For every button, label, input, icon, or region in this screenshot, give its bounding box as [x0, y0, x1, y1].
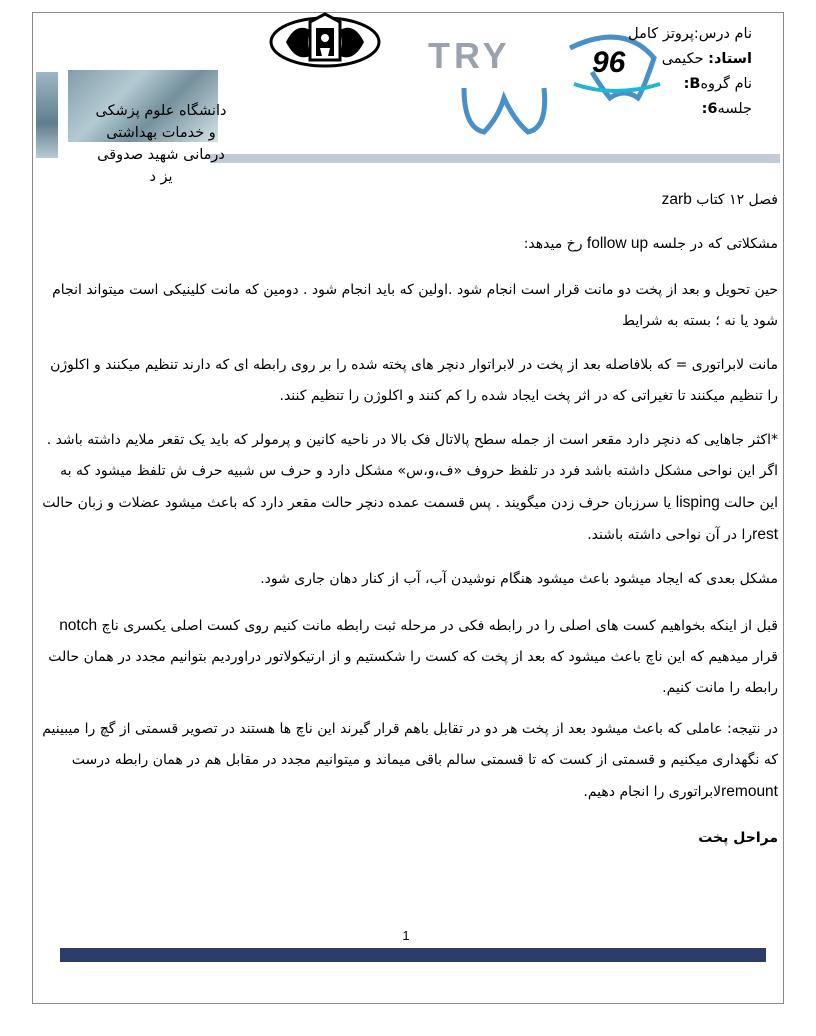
session-label: جلسه	[717, 101, 752, 117]
small-mark: MM	[44, 130, 55, 137]
paragraph-conclusion	[38, 714, 778, 808]
problems-intro-post: رخ میدهد:	[523, 236, 587, 252]
problems-intro-pre: مشکلاتی که در جلسه	[648, 236, 778, 252]
university-line-2: و خدمات بهداشتی	[106, 125, 216, 141]
svg-text:TRY: TRY	[428, 35, 511, 76]
problems-intro	[38, 228, 778, 260]
header-band	[210, 154, 780, 163]
university-line-3: درمانی شهید صدوقی	[97, 147, 225, 163]
group-label: نام گروه	[700, 76, 752, 92]
paragraph-lab-mount: مانت لابراتوری = که بلافاصله بعد از پخت در لابراتوار دنچر های پخته شده را بر روی رابطه ای که دارند تنظیم میکنند و اکلوژن را تنظیم میکنند تا تغیراتی که در اثر پخت ایجاد شده را کم کنند و اکلوژن را تنظیم کنند.	[50, 357, 778, 404]
concavity-part-a: *اکثر جاهایی که دنچر دارد مقعر است از جمله سطح پالاتال فک بالا در ناحیه کانین و پرمولر که باید یک تقعر ملایم داشته باشد . اگر این نواحی مشکل داشته باشد فرد در تلفظ حروف «ف،و،س» مشکل دارد و حرف س شبیه حرف ش تلفظ میشود که به این حالت	[46, 432, 778, 511]
university-line-1: دانشگاه علوم پزشکی	[95, 103, 227, 119]
conclusion-part-a: در نتیجه: عاملی که باعث میشود بعد از پخت هر دو در تقابل باهم قرار گیرند این ناچ ها هستند در تصویر قسمتی از گچ را میبینیم که نگهداری میکنیم و قسمتی از کست که تا قسمتی سالم باقی میماند و میتوانیم مجدد در مقابل هم در همان رابطه درست	[42, 721, 778, 768]
chapter-text: فصل ۱۲ کتاب	[691, 192, 778, 208]
chapter-line	[38, 184, 778, 216]
rest-term: rest	[752, 526, 778, 543]
course-label: نام درس:	[693, 26, 752, 42]
teacher-label: استاد:	[708, 51, 752, 67]
concavity-part-c: را در آن نواحی داشته باشند.	[587, 527, 753, 543]
teacher-value: حکیمی	[661, 51, 704, 67]
remount-term: remount	[721, 783, 778, 800]
footer-band	[60, 948, 766, 962]
notch-part-a: قبل از اینکه بخواهیم کست های اصلی را در رابطه فکی در مرحله ثبت رابطه مانت کنیم روی کست اصلی یکسری ناچ	[97, 618, 778, 634]
group-value: B:	[683, 76, 701, 92]
lisping-term: lisping	[675, 494, 720, 511]
conclusion-part-b: لابراتوری را انجام دهیم.	[583, 784, 722, 800]
concavity-part-b: یا سرزبان حرف زدن میگویند . پس قسمت عمده دنچر حالت مقعر دارد که باعث میشود عضلات و زبان حالت	[42, 495, 676, 511]
session-value: 6:	[701, 101, 718, 117]
university-name	[86, 100, 236, 188]
paragraph-concavity	[38, 425, 778, 551]
course-name-row	[572, 22, 752, 47]
course-value: پروتز کامل	[628, 26, 694, 42]
section-heading: مراحل پخت	[698, 830, 778, 846]
course-info	[572, 22, 752, 122]
notch-part-b: قرار میدهیم که این ناچ باعث میشود که بعد از پخت که کست را شکستیم و از ارتیکولاتور دراوردیم بتوانیم مجدد در همان حالت رابطه را مانت کنیم.	[48, 649, 778, 696]
teacher-row	[572, 47, 752, 72]
chapter-book: zarb	[661, 191, 692, 208]
header-photo-strip	[36, 72, 58, 158]
svg-text:96: 96	[592, 46, 626, 79]
university-line-4: یز د	[149, 169, 173, 185]
notch-term: notch	[59, 617, 98, 634]
session-row	[572, 97, 752, 122]
paragraph-drinking: مشکل بعدی که ایجاد میشود باعث میشود هنگام نوشیدن آب، آب از کنار دهان جاری شود.	[260, 571, 778, 587]
follow-up-term: follow up	[586, 235, 649, 252]
group-row	[572, 72, 752, 97]
paragraph-notch	[38, 610, 778, 704]
university-emblem-icon	[266, 12, 384, 74]
page-number: 1	[402, 928, 410, 943]
paragraph-mounts: حین تحویل و بعد از پخت دو مانت قرار است انجام شود .اولین که باید انجام شود . دومین که مانت کلینیکی است میتواند انجام شود یا نه ؛ بسته به شرایط	[52, 282, 778, 329]
